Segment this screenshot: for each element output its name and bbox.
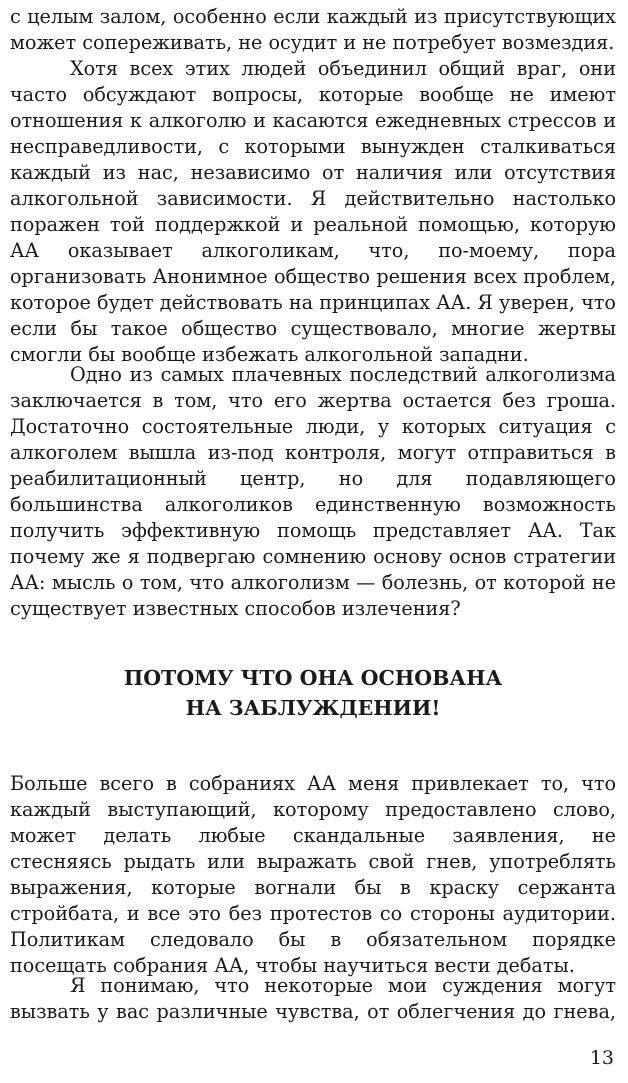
section-heading-line-2: НА ЗАБЛУЖДЕНИИ! [185,696,441,720]
page-number: 13 [589,1047,614,1069]
section-heading-line-1: ПОТОМУ ЧТО ОНА ОСНОВАНА [123,666,503,690]
paragraph-understanding: Я понимаю, что некоторые мои суждения могут вызвать у вас различные чувства, от облегчения до гнева, [10,974,616,1023]
paragraph-consequences: Одно из самых плачевных последствий алкоголизма заключается в том, что его жертва остается без гроша. Достаточно состоятельные люди, у которых ситуация с алкоголем вышла из-под контроля, могут отправиться в реабилитационный центр, но для подавляющего большинства алкоголиков единственную возможность получить эффективную помощь представляет АА. Так почему же я подвергаю сомнению основу основ стратегии АА: мысль о том, что алкоголизм — болезнь, от которой не существует известных способов излечения? [10,363,616,620]
paragraph-common-enemy: Хотя всех этих людей объединил общий враг, они часто обсуждают вопросы, которые вообще не имеют отношения к алкоголю и касаются ежедневных стрессов и несправедливости, с которыми вынужден сталкиваться каждый из нас, независимо от наличия или отсутствия алкогольной зависимости. Я действительно настолько поражен той поддержкой и реальной помощью, которую АА оказывает алкоголикам, что, по-моему, пора организовать Анонимное общество решения всех проблем, которое будет действовать на принципах АА. Я уверен, что если бы такое общество существовало, многие жертвы смогли бы вообще избежать алкогольной западни. [10,57,616,366]
paragraph-continued: с целым залом, особенно если каждый из присутствующих может сопереживать, не осудит и не потребует возмездия. [10,5,616,54]
section-heading [10,663,616,723]
paragraph-meetings: Больше всего в собраниях АА меня привлекает то, что каждый выступающий, которому предоставлено слово, может делать любые скандальные заявления, не стесняясь рыдать или выражать свой гнев, употреблять выражения, которые вогнали бы в краску сержанта стройбата, и все это без протестов со стороны аудитории. Политикам следовало бы в обязательном порядке посещать собрания АА, чтобы научиться вести дебаты. [10,772,616,977]
